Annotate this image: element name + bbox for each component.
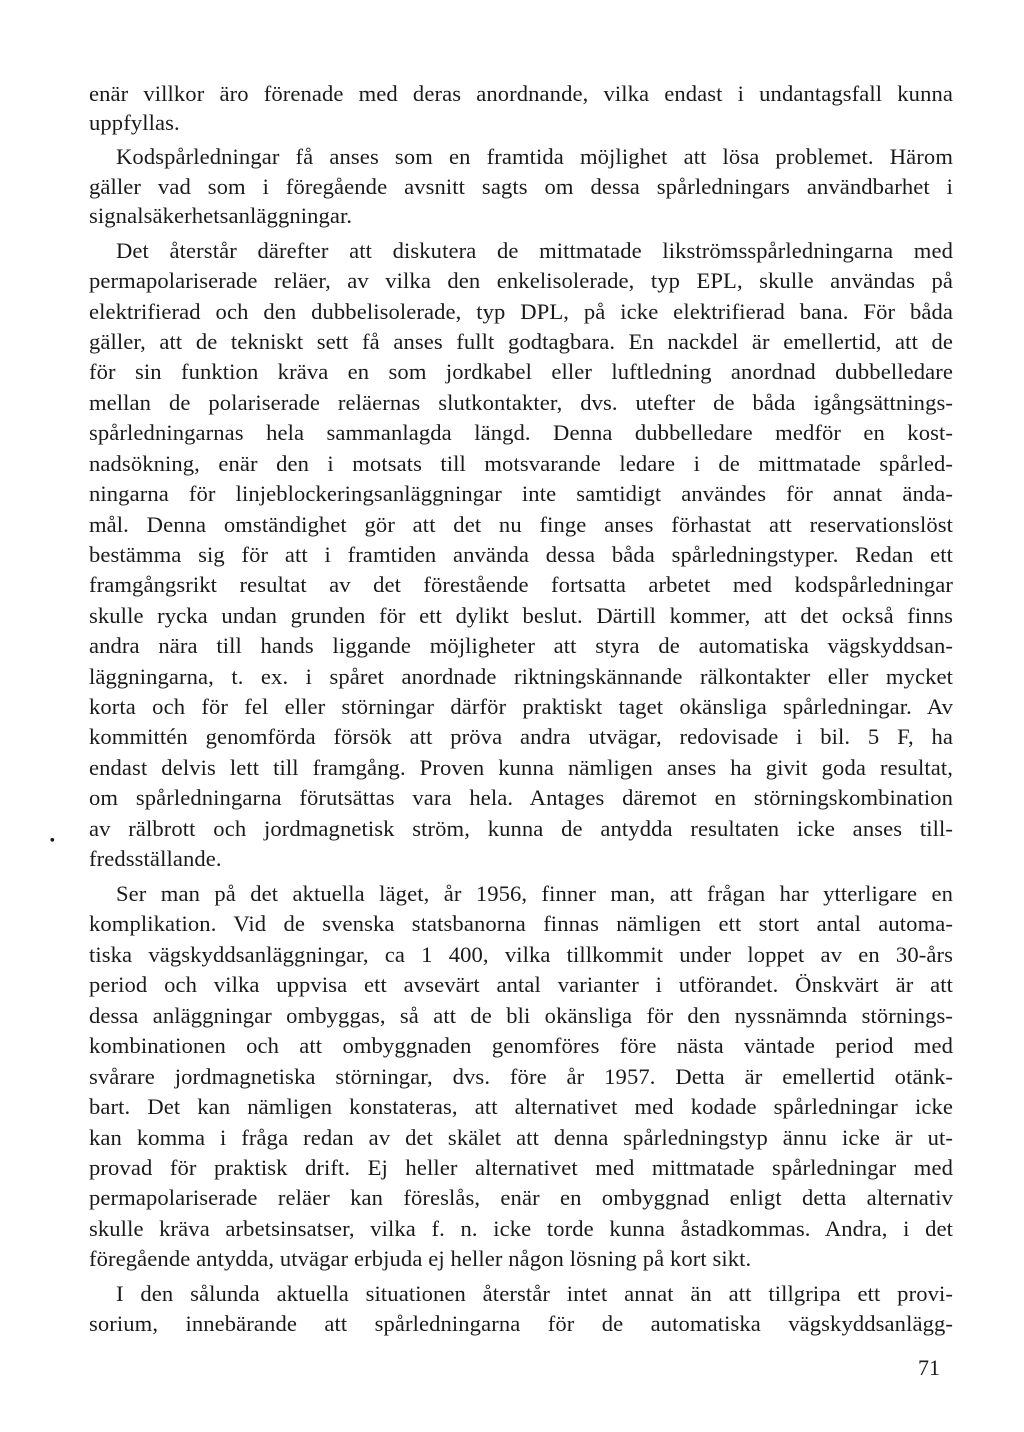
text-line: kombinationen och att ombyggnaden genomföres före nästa väntade period med — [89, 1033, 953, 1058]
text-line: permapolariserade reläer, av vilka den enkelisolerade, typ EPL, skulle användas på — [89, 268, 953, 293]
text-line: bart. Det kan nämligen konstateras, att alternativet med kodade spårledningar icke — [89, 1094, 953, 1119]
text-line: provad för praktisk drift. Ej heller alternativet med mittmatade spårledningar med — [89, 1155, 953, 1180]
text-line: läggningarna, t. ex. i spåret anordnade riktningskännande rälkontakter eller mycket — [89, 664, 953, 689]
text-line: ningarna för linjeblockeringsanläggningar inte samtidigt användes för annat ända- — [89, 481, 953, 506]
text-line: svårare jordmagnetiska störningar, dvs. före år 1957. Detta är emellertid otänk- — [89, 1064, 953, 1089]
text-line: mellan de polariserade reläernas slutkontakter, dvs. utefter de båda igångsättnings- — [89, 390, 953, 415]
text-line: elektrifierad och den dubbelisolerade, typ DPL, på icke elektrifierad bana. För båda — [89, 299, 953, 324]
text-line: korta och för fel eller störningar därför praktiskt taget okänsliga spårledningar. Av — [89, 694, 953, 719]
margin-mark: • — [47, 831, 59, 850]
text-line: nadsökning, enär den i motsats till motsvarande ledare i de mittmatade spårled- — [89, 451, 953, 476]
text-line: framgångsrikt resultat av det förestående fortsatta arbetet med kodspårledningar — [89, 572, 953, 597]
text-line: bestämma sig för att i framtiden använda dessa båda spårledningstyper. Redan ett — [89, 542, 953, 567]
text-line: gäller vad som i föregående avsnitt sagts om dessa spårledningars användbarhet i — [89, 174, 953, 199]
text-line: enär villkor äro förenade med deras anordnande, vilka endast i undantagsfall kunna — [89, 81, 953, 106]
text-line: andra nära till hands liggande möjligheter att styra de automatiska vägskyddsan- — [89, 633, 953, 658]
page-number: 71 — [918, 1355, 940, 1380]
text-line: period och vilka uppvisa ett avsevärt antal varianter i utförandet. Önskvärt är att — [89, 972, 953, 997]
text-line: skulle rycka undan grunden för ett dylikt beslut. Därtill kommer, att det också finns — [89, 603, 953, 628]
text-line: I den sålunda aktuella situationen återstår intet annat än att tillgripa ett provi- — [116, 1281, 953, 1306]
text-line: skulle kräva arbetsinsatser, vilka f. n. icke torde kunna åstadkommas. Andra, i det — [89, 1216, 953, 1241]
text-line: tiska vägskyddsanläggningar, ca 1 400, vilka tillkommit under loppet av en 30-års — [89, 942, 953, 967]
text-line: dessa anläggningar ombyggas, så att de bli okänsliga för den nyssnämnda störnings- — [89, 1003, 953, 1028]
text-line: kommittén genomförda försök att pröva andra utvägar, redovisade i bil. 5 F, ha — [89, 724, 953, 749]
text-line: komplikation. Vid de svenska statsbanorna finnas nämligen ett stort antal automa- — [89, 911, 953, 936]
text-line: om spårledningarna förutsättas vara hela. Antages däremot en störningskombination — [89, 785, 953, 810]
text-line: gäller, att de tekniskt sett få anses fullt godtagbara. En nackdel är emellertid, att de — [89, 329, 953, 354]
text-line: mål. Denna omständighet gör att det nu finge anses förhastat att reservationslöst — [89, 512, 953, 537]
text-line: permapolariserade reläer kan föreslås, enär en ombyggnad enligt detta alternativ — [89, 1185, 953, 1210]
text-line: uppfyllas. — [89, 110, 180, 135]
text-line: fredsställande. — [89, 846, 222, 871]
text-line: endast delvis lett till framgång. Proven kunna nämligen anses ha givit goda resultat, — [89, 755, 953, 780]
text-line: signalsäkerhetsanläggningar. — [89, 203, 353, 228]
text-line: Ser man på det aktuella läget, år 1956, finner man, att frågan har ytterligare en — [116, 881, 953, 906]
text-line: Det återstår därefter att diskutera de mittmatade likströmsspårledningarna med — [116, 238, 953, 263]
text-line: sorium, innebärande att spårledningarna för de automatiska vägskyddsanlägg- — [89, 1311, 953, 1336]
text-line: av rälbrott och jordmagnetisk ström, kunna de antydda resultaten icke anses till- — [89, 816, 953, 841]
text-line: Kodspårledningar få anses som en framtida möjlighet att lösa problemet. Härom — [116, 144, 953, 169]
text-line: spårledningarnas hela sammanlagda längd. Denna dubbelledare medför en kost- — [89, 420, 953, 445]
text-line: föregående antydda, utvägar erbjuda ej heller någon lösning på kort sikt. — [89, 1246, 752, 1271]
text-line: för sin funktion kräva en som jordkabel eller luftledning anordnad dubbelledare — [89, 359, 953, 384]
text-line: kan komma i fråga redan av det skälet att denna spårledningstyp ännu icke är ut- — [89, 1125, 953, 1150]
